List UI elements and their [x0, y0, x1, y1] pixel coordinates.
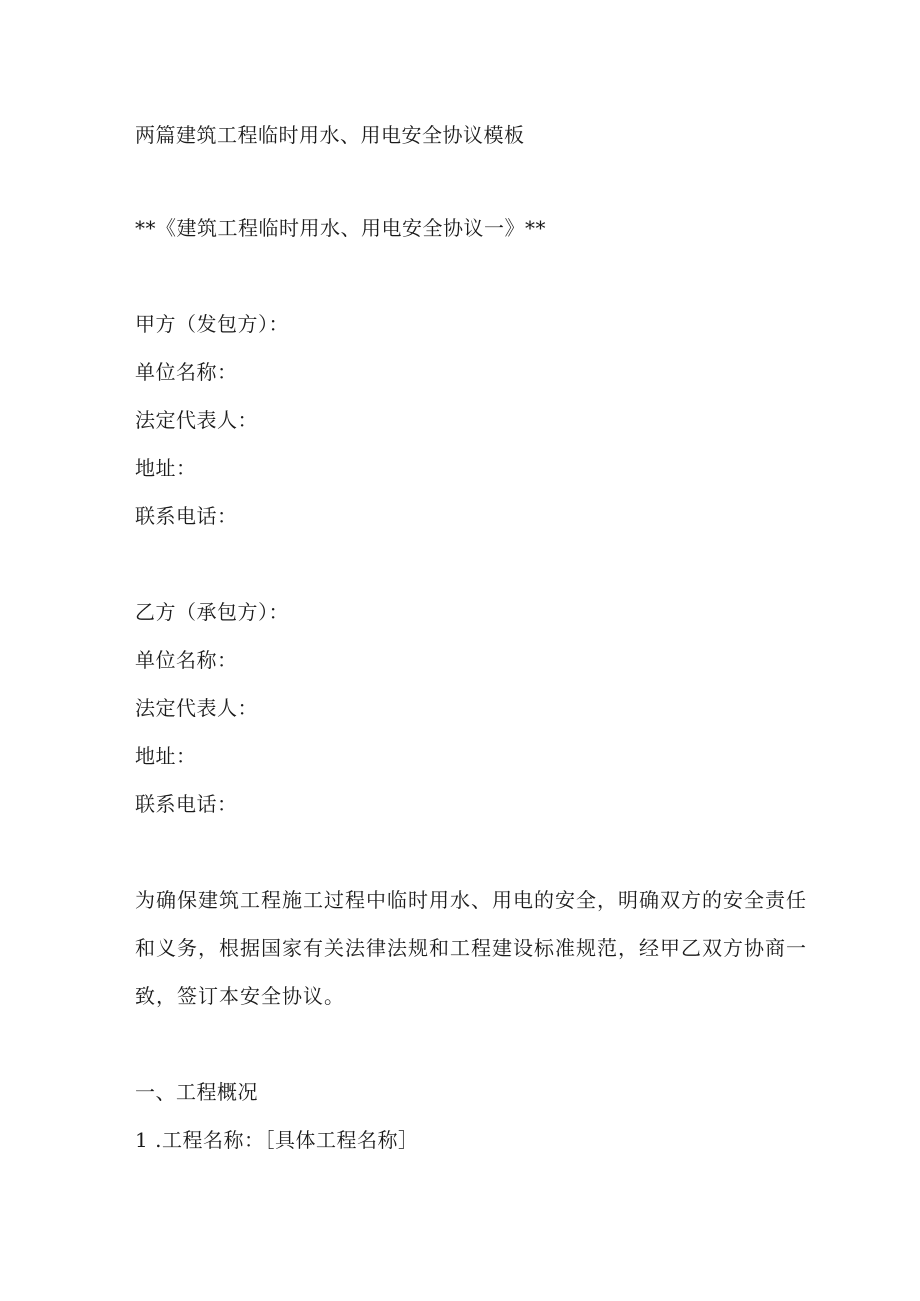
document-title: 两篇建筑工程临时用水、用电安全协议模板 [135, 123, 525, 147]
section-1-heading: 一、工程概况 [135, 1080, 258, 1104]
party-b-address: 地址： [135, 744, 197, 768]
party-b-phone: 联系电话： [135, 792, 238, 816]
party-b-heading: 乙方（承包方）： [135, 600, 289, 624]
section-1-item-1: 1 .工程名称：［具体工程名称］ [135, 1128, 419, 1152]
party-b-legal-rep: 法定代表人： [135, 696, 258, 720]
intro-line-2: 和义务，根据国家有关法律法规和工程建设标准规范，经甲乙双方协商一 [135, 936, 807, 960]
party-b-unit-name: 单位名称： [135, 648, 238, 672]
party-a-unit-name: 单位名称： [135, 360, 238, 384]
intro-line-3: 致，签订本安全协议。 [135, 984, 345, 1008]
party-a-legal-rep: 法定代表人： [135, 408, 258, 432]
intro-paragraph [135, 876, 807, 1020]
agreement-subtitle: **《建筑工程临时用水、用电安全协议一》** [135, 216, 546, 240]
party-a-heading: 甲方（发包方）： [135, 312, 289, 336]
party-a-phone: 联系电话： [135, 504, 238, 528]
party-a-address: 地址： [135, 456, 197, 480]
intro-line-1: 为确保建筑工程施工过程中临时用水、用电的安全，明确双方的安全责任 [135, 888, 807, 912]
